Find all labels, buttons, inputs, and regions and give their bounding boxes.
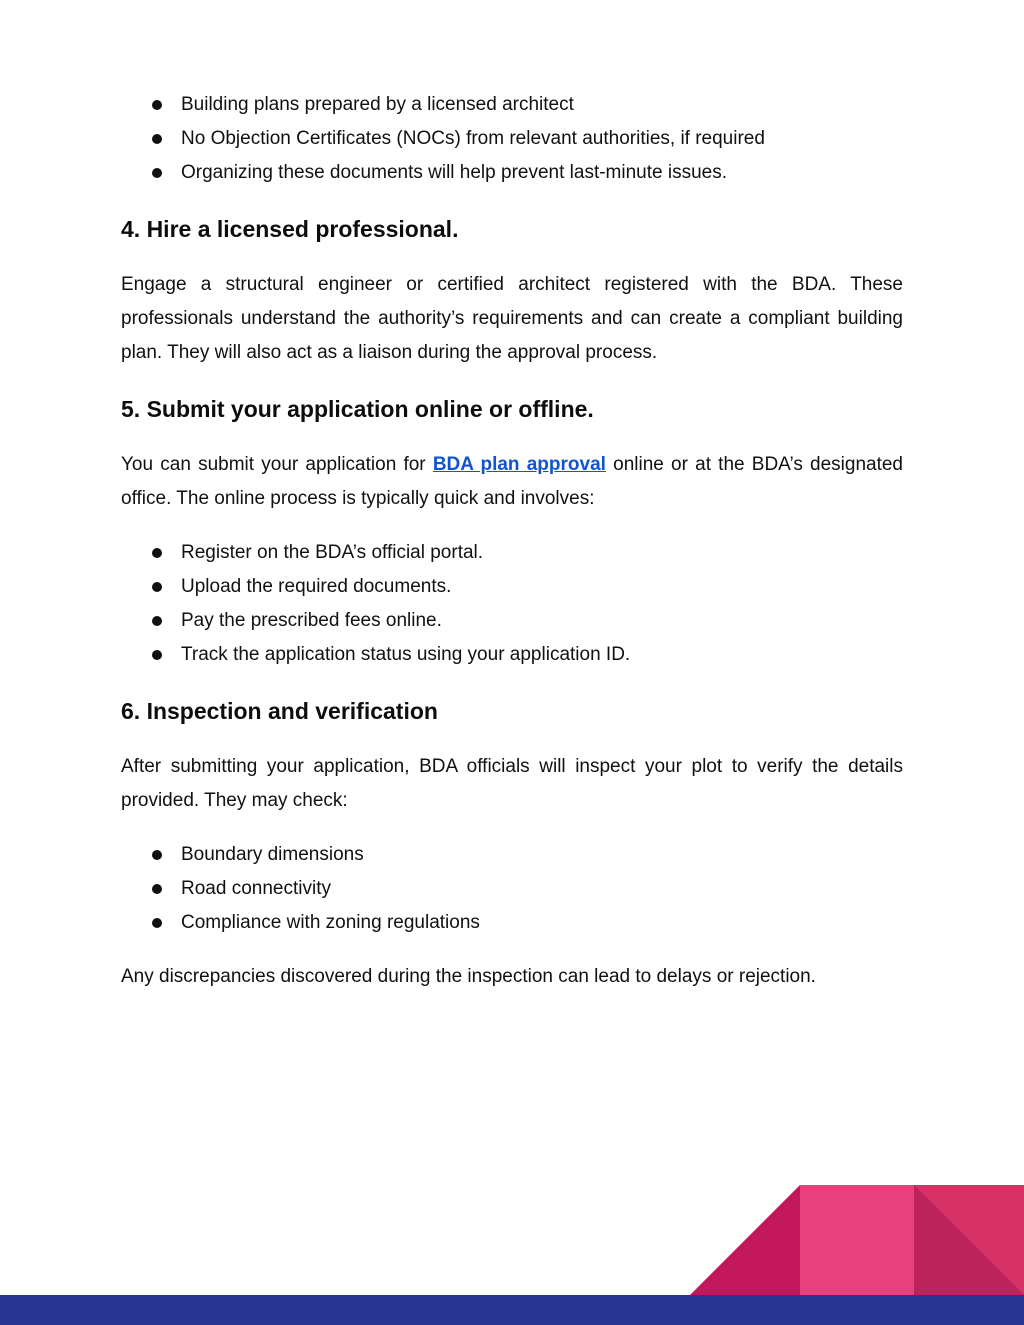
list-item [121, 838, 903, 872]
bullet-icon [152, 168, 162, 178]
section-6-body: After submitting your application, BDA officials will inspect your plot to verify the details provided. They may check: [121, 756, 903, 811]
section-5-heading: 5. Submit your application online or offline. [121, 396, 594, 422]
list-item-text: Building plans prepared by a licensed architect [181, 94, 574, 115]
list-item-text: Track the application status using your application ID. [181, 644, 631, 665]
footer-corner-graphic [690, 1185, 1024, 1295]
list-item-text: Upload the required documents. [181, 576, 452, 597]
list-item-text: Boundary dimensions [181, 844, 364, 865]
bullet-icon [152, 100, 162, 110]
bullet-icon [152, 884, 162, 894]
list-item-text: Register on the BDA’s official portal. [181, 542, 484, 563]
list-item [121, 604, 903, 638]
bullet-icon [152, 548, 162, 558]
bullet-icon [152, 582, 162, 592]
list-item-text: Pay the prescribed fees online. [181, 610, 442, 631]
section-6-heading: 6. Inspection and verification [121, 698, 438, 724]
bullet-icon [152, 918, 162, 928]
section-4-heading: 4. Hire a licensed professional. [121, 216, 459, 242]
list-item-text: No Objection Certificates (NOCs) from relevant authorities, if required [181, 128, 765, 149]
list-item [121, 638, 903, 672]
top-bullet-list [121, 88, 903, 190]
list-item-text: Organizing these documents will help prevent last-minute issues. [181, 162, 727, 183]
bullet-icon [152, 650, 162, 660]
list-item [121, 570, 903, 604]
section-5-body-start: You can submit your application for [121, 454, 433, 475]
bullet-icon [152, 850, 162, 860]
list-item [121, 88, 903, 122]
list-item [121, 872, 903, 906]
corner-crimson-triangle [690, 1185, 800, 1295]
list-item [121, 156, 903, 190]
section-6-closing: Any discrepancies discovered during the inspection can lead to delays or rejection. [121, 966, 816, 987]
corner-pink-panel [800, 1185, 914, 1295]
list-item [121, 122, 903, 156]
list-item [121, 536, 903, 570]
section-5-body [121, 448, 903, 516]
section-6-bullet-list [121, 838, 903, 940]
list-item-text: Compliance with zoning regulations [181, 912, 480, 933]
section-5-body-end: online or at the BDA’s designated office. The online process is typically quick and involves: [121, 454, 903, 509]
list-item-text: Road connectivity [181, 878, 331, 899]
section-5-bullet-list [121, 536, 903, 672]
bullet-icon [152, 134, 162, 144]
list-item [121, 906, 903, 940]
bda-plan-approval-link[interactable]: BDA plan approval [432, 454, 606, 475]
bullet-icon [152, 616, 162, 626]
section-4-body: Engage a structural engineer or certified architect registered with the BDA. These professionals understand the authority’s requirements and can create a compliant building plan. They will also act as a liaison during the approval process. [121, 274, 903, 363]
page-content [121, 88, 903, 994]
footer-bar [0, 1295, 1024, 1325]
